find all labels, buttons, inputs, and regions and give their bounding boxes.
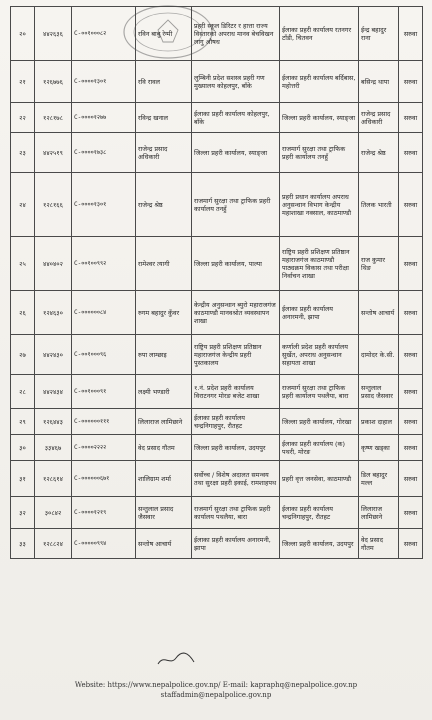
table-row — [11, 497, 423, 529]
current-office-cell: जिल्ला प्रहरी कार्यालय, उदयपुर — [192, 435, 280, 461]
replacement-name-cell: सन्तोष आचार्य — [359, 291, 399, 335]
replacement-name-cell: प्रकाश दाहाल — [359, 409, 399, 435]
replacement-name-cell: दामोदर के.सी. — [359, 335, 399, 375]
current-office-cell: राजमार्ग सुरक्षा तथा ट्राफिक प्रहरी कार्यालय पथलैया, बारा — [192, 497, 280, 529]
table-row — [11, 7, 423, 61]
code-number-cell: C-०००००९९४ — [72, 529, 136, 559]
replacement-name-cell: राजेन्द्र श्रेष्ठ — [359, 133, 399, 173]
transferred-office-cell: प्रहरी प्रधान कार्यालय अपराध अनुसन्धान विभाग केन्द्रीय महाशाखा नक्साल, काठमाण्डौ — [280, 173, 359, 237]
serial-number-cell: २१ — [11, 61, 35, 103]
employee-name-cell: राजेन्द्र प्रसाद अधिकारी — [136, 133, 192, 173]
employee-id-cell: १२४६३० — [35, 291, 72, 335]
current-office-cell: ईलाका प्रहरी कार्यालय चन्द्रनिगाहपुर, रौतहट — [192, 409, 280, 435]
status-cell: सरुवा — [399, 7, 423, 61]
serial-number-cell: २९ — [11, 409, 35, 435]
transferred-office-cell: ईलाका प्रहरी कार्यालय (क) पथरी, मोरङ — [280, 435, 359, 461]
status-cell: सरुवा — [399, 409, 423, 435]
replacement-name-cell: डिल बहादुर मल्ल — [359, 461, 399, 497]
current-office-cell: जिल्ला प्रहरी कार्यालय, पाल्पा — [192, 237, 280, 291]
current-office-cell: लुम्बिनी प्रदेश सशस्त्र प्रहरी गण मुख्यालय कोहलपुर, बाँके — [192, 61, 280, 103]
status-cell: सरुवा — [399, 375, 423, 409]
serial-number-cell: ३० — [11, 435, 35, 461]
employee-name-cell: सन्तुलाल प्रसाद जैसवार — [136, 497, 192, 529]
employee-id-cell: १२८१६६ — [35, 173, 72, 237]
replacement-name-cell: सन्तुलाल प्रसाद जैसवार — [359, 375, 399, 409]
status-cell: सरुवा — [399, 335, 423, 375]
replacement-name-cell: लिलाराज लामिछाने — [359, 497, 399, 529]
current-office-cell: केन्द्रीय अनुसन्धान ब्युरो महाराजगंज काठमाण्डौ मानवश्रोत व्यवस्थापन शाखा — [192, 291, 280, 335]
current-office-cell: ईलाका प्रहरी कार्यालय कोहलपुर, बाँके — [192, 103, 280, 133]
transferred-office-cell: जिल्ला प्रहरी कार्यालय, उदयपुर — [280, 529, 359, 559]
page-footer — [0, 680, 432, 700]
serial-number-cell: २८ — [11, 375, 35, 409]
table-body — [11, 7, 423, 559]
status-cell: सरुवा — [399, 173, 423, 237]
transferred-office-cell: राजमार्ग सुरक्षा तथा ट्राफिक प्रहरी कार्यालय पथलैया, बारा — [280, 375, 359, 409]
current-office-cell: १.नं. प्रदेश प्रहरी कार्यालय विराटनगर मोरङ बजेट शाखा — [192, 375, 280, 409]
employee-name-cell: रुगम बहादुर कुँवर — [136, 291, 192, 335]
employee-id-cell: ४४०४०२ — [35, 237, 72, 291]
employee-name-cell: रविन बाबु रेग्मी — [136, 7, 192, 61]
table-row — [11, 103, 423, 133]
status-cell: सरुवा — [399, 103, 423, 133]
employee-name-cell: राजेन्द्र श्रेष्ठ — [136, 173, 192, 237]
footer-contact-line: Website: https://www.nepalpolice.gov.np/ E-mail: kapraphq@nepalpolice.gov.np — [74, 681, 358, 689]
table-row — [11, 375, 423, 409]
employee-id-cell: ३३४६७ — [35, 435, 72, 461]
table-row — [11, 335, 423, 375]
serial-number-cell: २६ — [11, 291, 35, 335]
employee-id-cell: १२८८२४ — [35, 529, 72, 559]
table-row — [11, 237, 423, 291]
code-number-cell: C-००१०००९१ — [72, 375, 136, 409]
employee-name-cell: रविन्द्र खनाल — [136, 103, 192, 133]
transferred-office-cell: ईलाका प्रहरी कार्यालय रतनगर टाँडी, चितवन — [280, 7, 359, 61]
serial-number-cell: २३ — [11, 133, 35, 173]
serial-number-cell: ३३ — [11, 529, 35, 559]
transferred-office-cell: जिल्ला प्रहरी कार्यालय, गोरखा — [280, 409, 359, 435]
employee-name-cell: रवि रावल — [136, 61, 192, 103]
serial-number-cell: २४ — [11, 173, 35, 237]
current-office-cell: राष्ट्रिय प्रहरी प्रशिक्षण प्रतिष्ठान महाराजगंज केन्द्रीय प्रहरी पुस्तकालय — [192, 335, 280, 375]
employee-name-cell: वेद प्रसाद गौतम — [136, 435, 192, 461]
replacement-name-cell: वेद प्रसाद गौतम — [359, 529, 399, 559]
serial-number-cell: २२ — [11, 103, 35, 133]
serial-number-cell: २७ — [11, 335, 35, 375]
status-cell: सरुवा — [399, 461, 423, 497]
serial-number-cell: ३२ — [11, 497, 35, 529]
code-number-cell: C-००००००१११ — [72, 409, 136, 435]
status-cell: सरुवा — [399, 435, 423, 461]
replacement-name-cell: बसिन्द्र थापा — [359, 61, 399, 103]
employee-id-cell: ४४२६३६ — [35, 7, 72, 61]
table-row — [11, 133, 423, 173]
table-row — [11, 61, 423, 103]
transferred-office-cell: प्रहरी वृत्त जनसेवा, काठमाण्डौ — [280, 461, 359, 497]
employee-id-cell: ४४२५१९ — [35, 133, 72, 173]
table-row — [11, 529, 423, 559]
serial-number-cell: २० — [11, 7, 35, 61]
replacement-name-cell: राज कुमार थिङ — [359, 237, 399, 291]
code-number-cell: C-००००१२७७ — [72, 103, 136, 133]
current-office-cell: सर्वोच्च / विशेष अदालत समन्वय तथा सुरक्षा प्रहरी इकाई, रामशाहपथ — [192, 461, 280, 497]
code-number-cell: C-००००२२२२ — [72, 435, 136, 461]
employee-name-cell: शालिग्राम शर्मा — [136, 461, 192, 497]
table-row — [11, 291, 423, 335]
table-row — [11, 435, 423, 461]
employee-id-cell: १२८१७८ — [35, 103, 72, 133]
transfer-table — [10, 6, 423, 559]
status-cell: सरुवा — [399, 133, 423, 173]
replacement-name-cell: ईन्द्र बहादुर राना — [359, 7, 399, 61]
code-number-cell: C-००००००८४ — [72, 291, 136, 335]
employee-name-cell: लिलाराज लामिछाने — [136, 409, 192, 435]
transferred-office-cell: राजमार्ग सुरक्षा तथा ट्राफिक प्रहरी कार्यालय तनहुँ — [280, 133, 359, 173]
employee-id-cell: ४४२४३४ — [35, 375, 72, 409]
status-cell: सरुवा — [399, 529, 423, 559]
signature-mark — [156, 650, 196, 668]
serial-number-cell: ३१ — [11, 461, 35, 497]
employee-id-cell: ३०८४२ — [35, 497, 72, 529]
replacement-name-cell: कृष्ण खड्का — [359, 435, 399, 461]
employee-name-cell: लक्ष्मी भण्डारी — [136, 375, 192, 409]
employee-id-cell: १२६४४३ — [35, 409, 72, 435]
replacement-name-cell: राजेन्द्र प्रसाद अधिकारी — [359, 103, 399, 133]
status-cell: सरुवा — [399, 291, 423, 335]
code-number-cell: C-००१००९९२ — [72, 237, 136, 291]
employee-name-cell: रुपा लाम्छाइ — [136, 335, 192, 375]
code-number-cell: C-००००१३०१ — [72, 173, 136, 237]
transferred-office-cell: राष्ट्रिय प्रहरी प्रशिक्षण प्रतिष्ठान महाराजगंज काठमाण्डौ पाठ्यक्रम विकास तथा परीक्षा निर्वाचन शाखा — [280, 237, 359, 291]
replacement-name-cell: तिलक भारती — [359, 173, 399, 237]
current-office-cell: प्रहरी स्कूल डिरिटर र हात्ता राज्य विस्तारको अपराध मानव बेचविखन लागु औषध — [192, 7, 280, 61]
status-cell: सरुवा — [399, 61, 423, 103]
status-cell: सरुवा — [399, 237, 423, 291]
employee-name-cell: सन्तोष आचार्य — [136, 529, 192, 559]
code-number-cell: C-००००१३०१ — [72, 61, 136, 103]
transferred-office-cell: ईलाका प्रहरी कार्यालय बर्दिबास, महोत्तरी — [280, 61, 359, 103]
table-row — [11, 461, 423, 497]
current-office-cell: ईलाका प्रहरी कार्यालय अनारमनी, झापा — [192, 529, 280, 559]
transferred-office-cell: ईलाका प्रहरी कार्यालय अनारमनी, झापा — [280, 291, 359, 335]
code-number-cell: C-००००१७३८ — [72, 133, 136, 173]
transferred-office-cell: जिल्ला प्रहरी कार्यालय, स्याङ्जा — [280, 103, 359, 133]
employee-id-cell: १२६७७६ — [35, 61, 72, 103]
code-number-cell: C-००१०००८२ — [72, 7, 136, 61]
code-number-cell: C-००१०००९६ — [72, 335, 136, 375]
table-row — [11, 173, 423, 237]
current-office-cell: राजमार्ग सुरक्षा तथा ट्राफिक प्रहरी कार्यालय तनहुँ — [192, 173, 280, 237]
table-row — [11, 409, 423, 435]
employee-id-cell: १२८६१४ — [35, 461, 72, 497]
status-cell: सरुवा — [399, 497, 423, 529]
footer-email-line: staffadmin@nepalpolice.gov.np — [160, 691, 272, 700]
transferred-office-cell: कर्णाली प्रदेश प्रहरी कार्यालय सुर्खेत, अपराध अनुसन्धान सहायता शाखा — [280, 335, 359, 375]
serial-number-cell: २५ — [11, 237, 35, 291]
employee-name-cell: रामेश्वर त्यागी — [136, 237, 192, 291]
code-number-cell: C-००००१२१९ — [72, 497, 136, 529]
transferred-office-cell: ईलाका प्रहरी कार्यालय चन्द्रनिगाहपुर, रौतहट — [280, 497, 359, 529]
current-office-cell: जिल्ला प्रहरी कार्यालय, स्याङ्जा — [192, 133, 280, 173]
code-number-cell: C-००००००६७१ — [72, 461, 136, 497]
employee-id-cell: ४४२४३० — [35, 335, 72, 375]
